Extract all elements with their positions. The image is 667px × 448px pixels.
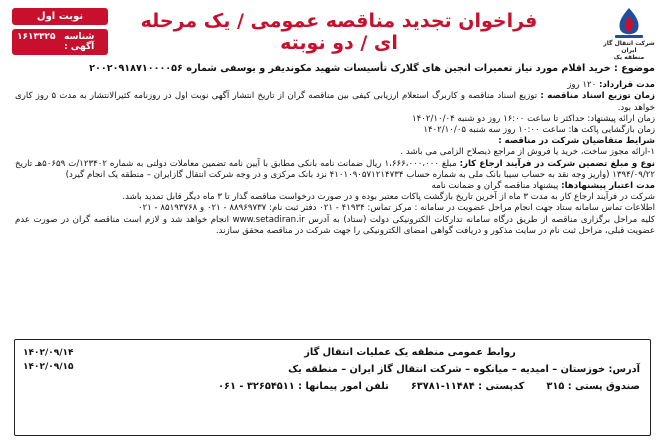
publish-dates <box>23 346 123 374</box>
footer-org: روابط عمومی منطقه یک عملیات انتقال گاز <box>304 347 516 358</box>
validity-value: پیشنهاد مناقصه گران و ضمانت نامه <box>431 181 559 192</box>
validity-label: مدت اعتبار پیشنهادها: <box>561 181 655 192</box>
postal-code: کدپستی : ۱۱۴۸۴-۶۳۷۸۱ <box>410 381 525 392</box>
duration-label: مدت قرارداد: <box>599 80 655 91</box>
distribution-label: زمان توزیع اسناد مناقصه : <box>540 91 656 102</box>
ad-id-badge <box>12 29 108 55</box>
guarantee-line <box>15 159 655 181</box>
ad-id-number: ۱۶۱۳۳۲۵ <box>17 32 56 42</box>
opening-time: زمان بازگشایی پاکت ها: ساعت ۱۰:۰۰ روز سه شنبه ۱۴۰۲/۱۰/۰۵ <box>423 125 655 136</box>
distribution-value: توزیع اسناد مناقصه و کاربرگ استعلام ارزیابی کیفی بین مناقصه گران از تاریخ انتشار آگهی نوبت اول در روزنامه کثیرالانتشار به مدت ۵ روز کاری خواهد بود. <box>15 91 655 113</box>
footer-info <box>180 344 640 395</box>
footer-address: آدرس: خوزستان – امیدیه – میانکوه – شرکت انتقال گاز ایران – منطقه یک <box>288 364 640 375</box>
validity-text: شرکت در فرآیند ارجاع کار به مدت ۳ ماه از آخرین تاریخ بازگشت پاکات معتبر بوده و در صورت درخواست مناقصه گذار تا ۳ ماه دیگر قابل تمدید باشد. <box>122 192 655 203</box>
logo-caption-region: منطقه یک <box>613 54 645 61</box>
publish-date-1: ۱۴۰۲/۰۹/۱۴ <box>23 348 74 358</box>
gas-flame-logo-icon <box>609 6 649 40</box>
validity-line <box>15 181 655 192</box>
notice-body <box>15 63 655 237</box>
procedure-text: کلیه مراحل برگزاری مناقصه از طریق درگاه سامانه تدارکات الکترونیکی دولت (ستاد) به آدرس www.setadiran.ir انجام خواهد شد و لازم است مناقصه گران در صورت عدم عضویت قبلی، مراحل ثبت نام در سایت مذکور و دریافت گواهی امضای الکترونیکی را جهت شرکت در مناقصه محقق سازند. <box>15 214 655 236</box>
ad-id-label: شناسه آگهی : <box>64 32 95 52</box>
footer-contact-row <box>180 378 640 395</box>
conditions-label: شرایط متقاضیان شرکت در مناقصه : <box>498 136 655 147</box>
guarantee-label: نوع و مبلغ تضمین شرکت در فرآیند ارجاع کار: <box>459 158 656 169</box>
guarantee-value: مبلغ ۱،۶۶۶،۰۰۰،۰۰۰ ریال ضمانت نامه بانکی مطابق با آیین نامه تضمین معاملات دولتی به شماره ۱۲۳۴۰۲/ت ۵۰۶۵۹هـ تاریخ ۱۳۹۴/۰۹/۲۲ (واریز وجه نقد به حساب سیبا بانک ملی به شماره حساب ۴۱۰۱۰۹۰۵۷۱۲۱۴۷۳۴ نزد بانک مرکزی و در وجه شرکت انتقال گازایران – منطقه یک انجام گیرد) <box>15 158 655 180</box>
logo-caption <box>599 40 659 61</box>
company-logo <box>599 6 659 61</box>
contact-text: اطلاعات تماس سامانه ستاد جهت انجام مراحل عضویت در سامانه : مرکز تماس: ۴۱۹۳۴ - ۰۲۱ دفتر ثبت نام: ۸۸۹۶۹۷۳۷ - ۰۲۱ و ۸۵۱۹۳۷۶۸ - ۰۲۱ <box>137 203 655 214</box>
postal-box: صندوق پستی : ۳۱۵ <box>546 381 640 392</box>
logo-caption-text: شرکت انتقال گاز ایران <box>603 40 655 54</box>
proposal-time: زمان ارائه پیشنهاد: حداکثر تا ساعت ۱۶:۰۰ روز دو شنبه ۱۴۰۲/۱۰/۰۴ <box>411 113 655 124</box>
footer-box <box>14 339 651 436</box>
subject-line: موضوع : خرید اقلام مورد نیاز تعمیرات انجین های گلارک تأسیسات شهید مکوندیفر و یوسفی شماره ۲۰۰۲۰۹۱۸۷۱۰۰۰۰۵۶ <box>89 63 655 74</box>
duration-line <box>15 80 655 91</box>
phone-number: تلفن امور پیمانها : ۳۲۶۵۴۵۱۱ - ۰۶۱ <box>218 381 389 392</box>
badge-group <box>12 8 108 59</box>
page-title: فراخوان تجدید مناقصه عمومی / یک مرحله ای / دو نوبته <box>140 10 538 54</box>
distribution-line <box>15 91 655 113</box>
duration-value: ۱۲۰ روز <box>567 80 597 91</box>
publish-date-2: ۱۴۰۲/۰۹/۱۵ <box>23 362 74 372</box>
round-badge: نوبت اول <box>12 8 108 25</box>
conditions-item: ۱-ارائه مجوز ساخت، خرید یا فروش از مراجع ذیصلاح الزامی می باشد . <box>400 147 655 158</box>
